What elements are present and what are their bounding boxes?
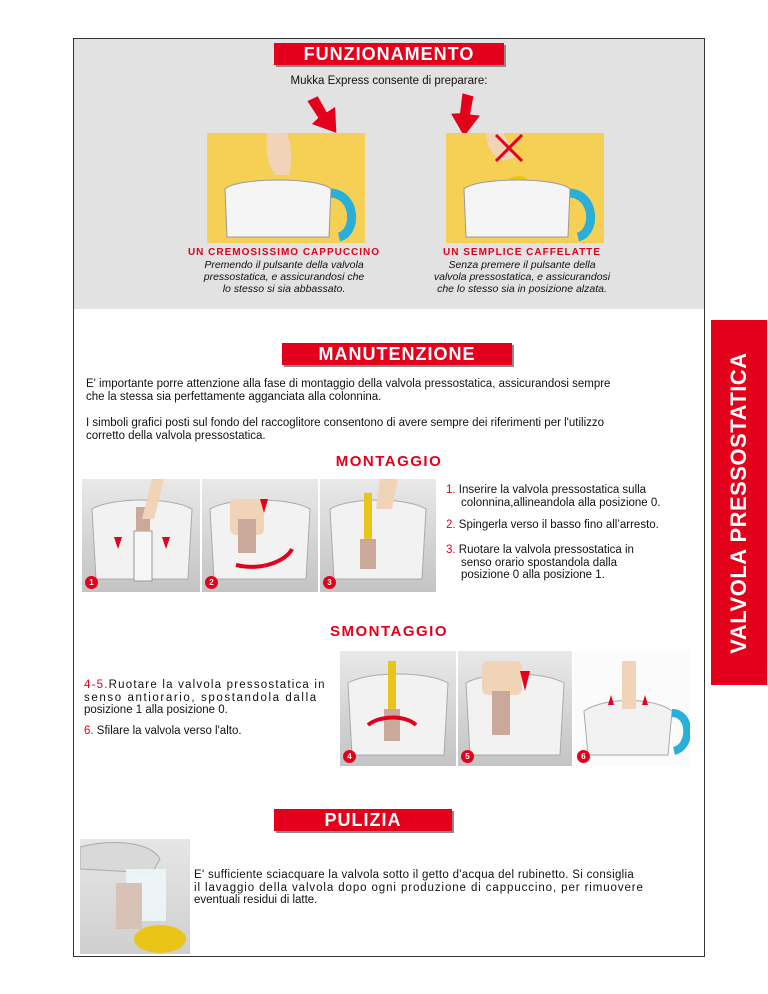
- pot-pressed-illustration: [207, 133, 365, 243]
- desc-line: valvola pressostatica, e assicurandosi: [433, 271, 611, 283]
- option-caffelatte-title: UN SEMPLICE CAFFELATTE: [443, 247, 601, 258]
- option-caffelatte-desc: [392, 259, 652, 295]
- option-cappuccino-desc: [154, 259, 414, 295]
- para-line: corretto della valvola pressostatica.: [86, 429, 266, 442]
- desc-line: Senza premere il pulsante della: [448, 259, 596, 271]
- step-badge-5: 5: [461, 750, 474, 763]
- montaggio-title: MONTAGGIO: [335, 453, 443, 470]
- page-frame: [73, 38, 705, 957]
- smontaggio-step-45: [84, 679, 339, 717]
- para-line: E' importante porre attenzione alla fase di montaggio della valvola pressostatica, assicurandosi sempre: [86, 378, 611, 390]
- smontaggio-photo-5: [458, 651, 574, 766]
- pulizia-photo: [80, 839, 190, 954]
- montaggio-step-2: [446, 519, 701, 532]
- step-line: posizione 1 alla posizione 0.: [84, 704, 228, 716]
- step-number: 2.: [446, 519, 456, 531]
- pot-unpressed-illustration: [446, 133, 604, 243]
- para-line: che la stessa sia perfettamente agganciata alla colonnina.: [86, 390, 382, 403]
- caffelatte-photo: [446, 133, 604, 243]
- smontaggio-title: SMONTAGGIO: [329, 623, 449, 640]
- valve-rotate-illustration: [320, 479, 436, 592]
- funzionamento-title: FUNZIONAMENTO: [274, 43, 504, 65]
- step-line: Spingerla verso il basso fino all’arresto.: [458, 519, 659, 531]
- manutenzione-para2: [86, 417, 696, 442]
- desc-line: Premendo il pulsante della valvola: [204, 259, 364, 271]
- step-badge-2: 2: [205, 576, 218, 589]
- step-number: 4-5.: [84, 679, 109, 691]
- manutenzione-title: MANUTENZIONE: [282, 343, 512, 365]
- cappuccino-photo: [207, 133, 365, 243]
- pulizia-line: eventuali residui di latte.: [194, 894, 318, 906]
- valve-extract-illustration: [574, 651, 690, 766]
- side-tab-label: VALVOLA PRESSOSTATICA: [726, 351, 751, 654]
- smontaggio-photo-4: [340, 651, 458, 766]
- step-line: colonnina,allineandola alla posizione 0.: [461, 496, 661, 509]
- step-line: posizione 0 alla posizione 1.: [461, 569, 605, 581]
- montaggio-step-3: [446, 544, 701, 582]
- step-number: 1.: [446, 484, 456, 496]
- valve-unrotate-illustration: [340, 651, 458, 766]
- valve-washing-illustration: [80, 839, 190, 954]
- option-cappuccino-title: UN CREMOSISSIMO CAPPUCCINO: [187, 247, 381, 258]
- step-line: Sfilare la valvola verso l'alto.: [96, 725, 242, 737]
- montaggio-step-1: [446, 484, 701, 509]
- step-line: Ruotare la valvola pressostatica in: [108, 679, 326, 691]
- step-number: 3.: [446, 544, 456, 556]
- valve-insert-illustration: [82, 479, 202, 592]
- pulizia-text: [194, 869, 699, 907]
- montaggio-photo-2: [202, 479, 320, 592]
- arrow-down-right-icon: [299, 91, 349, 133]
- valve-push-illustration: [202, 479, 320, 592]
- step-badge-1: 1: [85, 576, 98, 589]
- funzionamento-intro: Mukka Express consente di preparare:: [290, 75, 488, 87]
- side-tab: [711, 320, 767, 685]
- step-line: Ruotare la valvola pressostatica in: [458, 544, 634, 556]
- arrow-down-left-icon: [444, 91, 494, 133]
- step-line: senso orario spostandola dalla: [461, 556, 617, 569]
- desc-line: pressostatica, e assicurandosi che: [203, 271, 365, 283]
- step-badge-3: 3: [323, 576, 336, 589]
- step-badge-4: 4: [343, 750, 356, 763]
- montaggio-photo-1: [82, 479, 202, 592]
- pulizia-line: E' sufficiente sciacquare la valvola sotto il getto d'acqua del rubinetto. Si consiglia: [194, 869, 635, 881]
- montaggio-photo-3: [320, 479, 436, 592]
- step-line: senso antiorario, spostandola dalla: [84, 691, 318, 704]
- smontaggio-step-6: [84, 725, 339, 738]
- valve-lift-illustration: [458, 651, 574, 766]
- desc-line: lo stesso si sia abbassato.: [222, 283, 346, 295]
- para-line: I simboli grafici posti sul fondo del raccoglitore consentono di avere sempre dei riferimenti per l'utilizzo: [86, 417, 605, 429]
- pulizia-line: il lavaggio della valvola dopo ogni produzione di cappuccino, per rimuovere: [194, 881, 644, 894]
- smontaggio-photo-6: [574, 651, 690, 766]
- step-badge-6: 6: [577, 750, 590, 763]
- desc-line: che lo stesso sia in posizione alzata.: [437, 283, 607, 295]
- step-number: 6.: [84, 725, 94, 737]
- step-line: Inserire la valvola pressostatica sulla: [458, 484, 647, 496]
- pulizia-title: PULIZIA: [274, 809, 452, 831]
- manutenzione-para1: [86, 378, 696, 403]
